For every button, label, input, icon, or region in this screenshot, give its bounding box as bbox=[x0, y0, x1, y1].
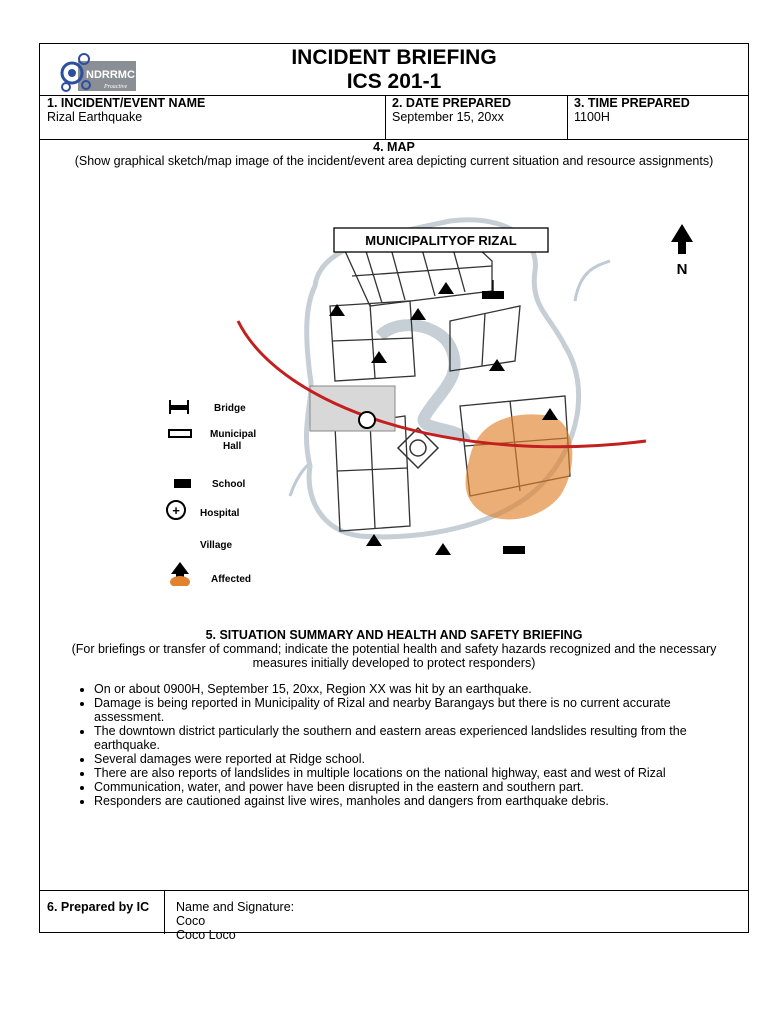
legend-village: Village bbox=[200, 540, 233, 551]
name-signature-label: Name and Signature: bbox=[176, 900, 295, 914]
map-title: MUNICIPALITYOF RIZAL bbox=[365, 233, 517, 248]
date-prepared-label: 2. DATE PREPARED bbox=[392, 96, 512, 110]
north-label: N bbox=[676, 261, 688, 278]
map-heading: 4. MAP bbox=[373, 140, 415, 154]
list-item: • There are also reports of landslides in multiple locations on the national highway, east and west of Rizal bbox=[94, 766, 744, 780]
time-prepared-label: 3. TIME PREPARED bbox=[574, 96, 690, 110]
prepared-by-label: 6. Prepared by IC bbox=[47, 900, 150, 914]
svg-text:+: + bbox=[172, 503, 180, 518]
form-code: ICS 201-1 bbox=[346, 70, 442, 93]
incident-name-label: 1. INCIDENT/EVENT NAME bbox=[47, 96, 206, 110]
date-prepared-value: September 15, 20xx bbox=[392, 110, 504, 124]
legend-hall-2: Hall bbox=[223, 441, 242, 452]
legend-school: School bbox=[212, 479, 246, 490]
map-instructions: (Show graphical sketch/map image of the incident/event area depicting current situation and resource assignments) bbox=[74, 154, 714, 168]
summary-heading: 5. SITUATION SUMMARY AND HEALTH AND SAFETY BRIEFING bbox=[205, 628, 583, 642]
list-item: • Communication, water, and power have been disrupted in the eastern and southern part. bbox=[94, 780, 744, 794]
legend-hall-1: Municipal bbox=[210, 429, 257, 440]
form-title: INCIDENT BRIEFING bbox=[291, 46, 497, 69]
name-line-1: Coco bbox=[176, 914, 206, 928]
divider bbox=[164, 890, 165, 934]
legend-bridge: Bridge bbox=[214, 403, 246, 414]
svg-text:Proactive: Proactive bbox=[104, 84, 128, 90]
summary-list bbox=[70, 682, 744, 808]
map-section-heading bbox=[40, 140, 748, 168]
divider bbox=[40, 890, 748, 891]
divider bbox=[385, 95, 386, 139]
map-sketch bbox=[120, 176, 700, 586]
svg-text:NDRRMC: NDRRMC bbox=[86, 69, 135, 81]
list-item: • Damage is being reported in Municipality of Rizal and nearby Barangays but there is no current accurate assessment. bbox=[94, 696, 744, 724]
list-item: • On or about 0900H, September 15, 20xx, Region XX was hit by an earthquake. bbox=[94, 682, 744, 696]
summary-section-heading bbox=[40, 628, 748, 670]
time-prepared-value: 1100H bbox=[574, 110, 610, 124]
legend-affected-1: Affected bbox=[211, 574, 252, 585]
list-item: • Responders are cautioned against live wires, manholes and dangers from earthquake debris. bbox=[94, 794, 744, 808]
divider bbox=[567, 95, 568, 139]
summary-instructions: (For briefings or transfer of command; indicate the potential health and safety hazards recognized and the necessary measures initially developed to protect responders) bbox=[71, 642, 717, 670]
name-line-2: Coco Loco bbox=[176, 928, 236, 942]
legend-hospital: Hospital bbox=[200, 508, 240, 519]
incident-name-value: Rizal Earthquake bbox=[47, 110, 143, 124]
list-item: • The downtown district particularly the southern and eastern areas experienced landslides resulting from the earthquake. bbox=[94, 724, 744, 752]
incident-briefing-form bbox=[39, 43, 749, 942]
list-item: • Several damages were reported at Ridge school. bbox=[94, 752, 744, 766]
